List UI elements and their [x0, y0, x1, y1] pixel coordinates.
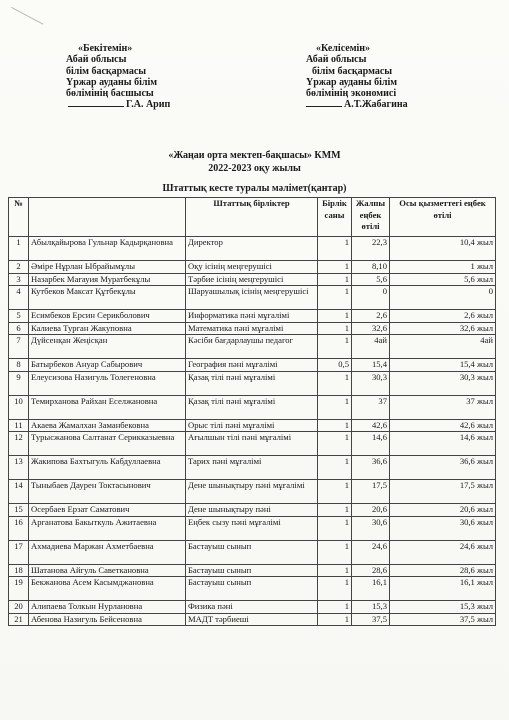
cell-position-experience: 24,6 жыл — [390, 540, 496, 564]
cell-position: МАДТ тәрбиеші — [186, 613, 318, 626]
cell-position: Дене шынықтыру пәні — [186, 504, 318, 517]
cell-num: 15 — [9, 504, 29, 517]
cell-position-experience: 1 жыл — [390, 261, 496, 274]
cell-num: 9 — [9, 371, 29, 395]
cell-position-experience: 32,6 жыл — [390, 322, 496, 335]
cell-position: Бастауыш сынып — [186, 540, 318, 564]
cell-rate: 1 — [318, 432, 352, 456]
cell-position-experience: 30,6 жыл — [390, 516, 496, 540]
table-row — [9, 335, 496, 359]
cell-name: Шатанова Айгуль Саветкановна — [29, 564, 186, 577]
cell-position-experience: 4ай — [390, 335, 496, 359]
table-row — [9, 237, 496, 261]
cell-position: Бастауыш сынып — [186, 564, 318, 577]
cell-name: Тыныбаев Даурен Токтасынович — [29, 480, 186, 504]
header-position-experience: Осы қызметтегі еңбек өтілі — [390, 198, 496, 237]
cell-total-experience: 8,10 — [352, 261, 390, 274]
table-row — [9, 432, 496, 456]
cell-rate: 1 — [318, 480, 352, 504]
cell-position-experience: 28,6 жыл — [390, 564, 496, 577]
corner-scribble — [1, 7, 44, 44]
cell-rate: 1 — [318, 540, 352, 564]
cell-rate: 1 — [318, 456, 352, 480]
cell-total-experience: 16,1 — [352, 577, 390, 601]
cell-rate: 1 — [318, 601, 352, 614]
approval-left-signature — [66, 99, 170, 110]
cell-total-experience: 14,6 — [352, 432, 390, 456]
cell-position: Математика пәні мұғалімі — [186, 322, 318, 335]
cell-name: Калиева Турган Жакуповна — [29, 322, 186, 335]
cell-rate: 0,5 — [318, 359, 352, 372]
approval-right-signer: А.Т.Жабагина — [344, 99, 408, 111]
cell-position: Директор — [186, 237, 318, 261]
table-row — [9, 273, 496, 286]
cell-total-experience: 30,3 — [352, 371, 390, 395]
cell-num: 18 — [9, 564, 29, 577]
cell-num: 17 — [9, 540, 29, 564]
cell-name: Алипаева Толкын Нурлановна — [29, 601, 186, 614]
cell-rate: 1 — [318, 310, 352, 323]
cell-num: 20 — [9, 601, 29, 614]
cell-position: Информатика пәні мұғалімі — [186, 310, 318, 323]
table-row — [9, 601, 496, 614]
header-name — [29, 198, 186, 237]
cell-total-experience: 17,5 — [352, 480, 390, 504]
cell-name: Назарбек Мағауия Муратбекұлы — [29, 273, 186, 286]
cell-num: 21 — [9, 613, 29, 626]
cell-position: Шаруашылық ісінің меңгерушісі — [186, 286, 318, 310]
approval-block-left — [66, 43, 170, 111]
approval-right-line2: Абай облысы — [306, 54, 367, 66]
table-row — [9, 577, 496, 601]
approval-left-line5: бөлімінің басшысы — [66, 88, 154, 100]
header-position: Штаттық бірліктер — [186, 198, 318, 237]
cell-total-experience: 42,6 — [352, 419, 390, 432]
cell-position-experience: 5,6 жыл — [390, 273, 496, 286]
table-row — [9, 419, 496, 432]
signature-line — [68, 106, 124, 107]
cell-num: 19 — [9, 577, 29, 601]
cell-name: Абылқайырова Гульнар Кадырқановна — [29, 237, 186, 261]
cell-num: 2 — [9, 261, 29, 274]
cell-total-experience: 0 — [352, 286, 390, 310]
cell-total-experience: 4ай — [352, 335, 390, 359]
table-row — [9, 359, 496, 372]
cell-name: Осербаев Ерзат Саматович — [29, 504, 186, 517]
cell-num: 13 — [9, 456, 29, 480]
cell-total-experience: 15,3 — [352, 601, 390, 614]
cell-position: Тарих пәні мұғалімі — [186, 456, 318, 480]
approval-right-line4: Үржар ауданы білім — [306, 76, 398, 88]
cell-name: Кутбеков Максат Құтбекұлы — [29, 286, 186, 310]
cell-position-experience: 2,6 жыл — [390, 310, 496, 323]
cell-total-experience: 22,3 — [352, 237, 390, 261]
cell-total-experience: 20,6 — [352, 504, 390, 517]
table-row — [9, 310, 496, 323]
cell-position: Қазақ тілі пәні мұғалімі — [186, 395, 318, 419]
cell-total-experience: 30,6 — [352, 516, 390, 540]
table-row — [9, 371, 496, 395]
cell-position-experience: 36,6 жыл — [390, 456, 496, 480]
cell-position-experience: 0 — [390, 286, 496, 310]
cell-total-experience: 37 — [352, 395, 390, 419]
cell-num: 16 — [9, 516, 29, 540]
cell-name: Есимбеков Ерсин Серикболович — [29, 310, 186, 323]
header-num: № — [9, 198, 29, 237]
table-row — [9, 322, 496, 335]
cell-name: Дүйсенқан Жеңісқан — [29, 335, 186, 359]
cell-position: Тәрбие ісінің меңгерушісі — [186, 273, 318, 286]
cell-num: 4 — [9, 286, 29, 310]
cell-position-experience: 37,5 жыл — [390, 613, 496, 626]
cell-position: Кәсіби бағдарлаушы педагог — [186, 335, 318, 359]
cell-position-experience: 16,1 жыл — [390, 577, 496, 601]
cell-num: 6 — [9, 322, 29, 335]
cell-position-experience: 15,3 жыл — [390, 601, 496, 614]
approval-block-right — [300, 43, 408, 111]
cell-rate: 1 — [318, 577, 352, 601]
cell-position-experience: 37 жыл — [390, 395, 496, 419]
table-row — [9, 564, 496, 577]
cell-rate: 1 — [318, 419, 352, 432]
cell-rate: 1 — [318, 237, 352, 261]
cell-name: Жакипова Бахтыгуль Кабдуллаевна — [29, 456, 186, 480]
header-rate: Бірлік саны — [318, 198, 352, 237]
cell-position-experience: 10,4 жыл — [390, 237, 496, 261]
cell-rate: 1 — [318, 504, 352, 517]
approval-left-line3: білім басқармасы — [66, 65, 147, 77]
approval-right-signature — [300, 99, 408, 110]
cell-rate: 1 — [318, 335, 352, 359]
cell-rate: 1 — [318, 564, 352, 577]
table-row — [9, 516, 496, 540]
cell-rate: 1 — [318, 286, 352, 310]
cell-num: 3 — [9, 273, 29, 286]
cell-name: Абенова Назигуль Бейсеновна — [29, 613, 186, 626]
approval-left-line1: «Бекітемін» — [78, 43, 133, 54]
approval-right-line3: білім басқармасы — [312, 65, 393, 77]
staff-table-body — [9, 237, 496, 626]
cell-rate: 1 — [318, 395, 352, 419]
cell-position: Ағылшын тілі пәні мұғалімі — [186, 432, 318, 456]
cell-rate: 1 — [318, 322, 352, 335]
doc-title-report: Штаттық кесте туралы мәлімет(қантар) — [162, 183, 347, 194]
cell-rate: 1 — [318, 261, 352, 274]
table-header-row — [9, 198, 496, 237]
cell-num: 5 — [9, 310, 29, 323]
cell-position: Орыс тілі пәні мұғалімі — [186, 419, 318, 432]
cell-num: 7 — [9, 335, 29, 359]
cell-name: Арганатова Бакыткуль Ажитаевна — [29, 516, 186, 540]
table-row — [9, 261, 496, 274]
cell-name: Акаева Жамалхан Заманбековна — [29, 419, 186, 432]
cell-position-experience: 20,6 жыл — [390, 504, 496, 517]
cell-name: Ахмадиева Маржан Ахметбаевна — [29, 540, 186, 564]
cell-name: Батырбеков Ануар Сабырович — [29, 359, 186, 372]
cell-position-experience: 15,4 жыл — [390, 359, 496, 372]
cell-num: 12 — [9, 432, 29, 456]
cell-position-experience: 14,6 жыл — [390, 432, 496, 456]
table-row — [9, 540, 496, 564]
cell-total-experience: 15,4 — [352, 359, 390, 372]
cell-num: 14 — [9, 480, 29, 504]
cell-num: 10 — [9, 395, 29, 419]
table-row — [9, 504, 496, 517]
signature-line — [306, 106, 342, 107]
cell-position: География пәні мұғалімі — [186, 359, 318, 372]
doc-title-organization: «Жаңаи орта мектеп-бақшасы» КММ — [168, 150, 341, 161]
cell-position: Бастауыш сынып — [186, 577, 318, 601]
cell-num: 11 — [9, 419, 29, 432]
cell-name: Әміре Нұрлан Ыбрайымұлы — [29, 261, 186, 274]
cell-position: Физика пәні — [186, 601, 318, 614]
cell-rate: 1 — [318, 273, 352, 286]
header-total-experience: Жалпы еңбек өтілі — [352, 198, 390, 237]
cell-total-experience: 5,6 — [352, 273, 390, 286]
cell-position-experience: 42,6 жыл — [390, 419, 496, 432]
table-row — [9, 480, 496, 504]
cell-total-experience: 32,6 — [352, 322, 390, 335]
cell-position-experience: 30,3 жыл — [390, 371, 496, 395]
cell-total-experience: 36,6 — [352, 456, 390, 480]
cell-num: 8 — [9, 359, 29, 372]
table-row — [9, 286, 496, 310]
cell-rate: 1 — [318, 516, 352, 540]
cell-total-experience: 24,6 — [352, 540, 390, 564]
doc-title-year: 2022-2023 оқу жылы — [208, 163, 301, 174]
cell-position: Қазақ тілі пәні мұғалімі — [186, 371, 318, 395]
cell-rate: 1 — [318, 371, 352, 395]
approval-left-line2: Абай облысы — [66, 54, 127, 66]
cell-num: 1 — [9, 237, 29, 261]
staff-table — [8, 197, 496, 626]
cell-name: Темирханова Райхан Еселжановна — [29, 395, 186, 419]
table-row — [9, 613, 496, 626]
cell-position-experience: 17,5 жыл — [390, 480, 496, 504]
cell-name: Елеусизова Назигуль Толегеновна — [29, 371, 186, 395]
table-row — [9, 456, 496, 480]
cell-position: Еңбек сызу пәні мұғалімі — [186, 516, 318, 540]
table-row — [9, 395, 496, 419]
cell-position: Дене шынықтыру пәні мұғалімі — [186, 480, 318, 504]
cell-total-experience: 37,5 — [352, 613, 390, 626]
cell-name: Бекжанова Асем Касымджановна — [29, 577, 186, 601]
approval-right-line5: бөлімінің экономисі — [306, 88, 397, 100]
cell-rate: 1 — [318, 613, 352, 626]
approval-left-signer: Г.А. Арип — [126, 99, 171, 111]
cell-position: Оқу ісінің меңгерушісі — [186, 261, 318, 274]
cell-total-experience: 28,6 — [352, 564, 390, 577]
cell-total-experience: 2,6 — [352, 310, 390, 323]
approval-right-line1: «Келісемін» — [316, 43, 371, 54]
cell-name: Турысжанова Салтанат Серикказыевна — [29, 432, 186, 456]
approval-left-line4: Үржар ауданы білім — [66, 76, 158, 88]
